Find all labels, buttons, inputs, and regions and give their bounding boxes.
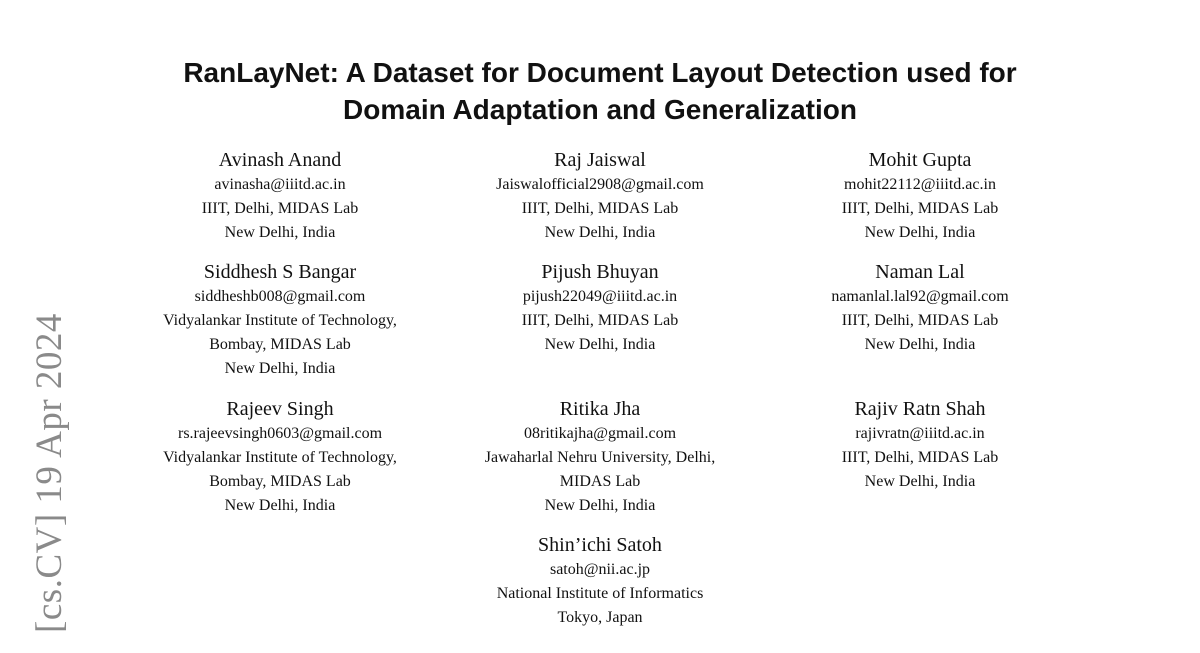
author-location: New Delhi, India: [224, 224, 336, 241]
author-name: Raj Jaiswal: [554, 149, 646, 171]
author-location: New Delhi, India: [544, 497, 656, 514]
author-affiliation: MIDAS Lab: [559, 473, 641, 490]
author-email: avinasha@iiitd.ac.in: [214, 176, 346, 193]
author-email: mohit22112@iiitd.ac.in: [844, 176, 996, 193]
author-email: Jaiswalofficial2908@gmail.com: [496, 176, 704, 193]
author-location: New Delhi, India: [544, 224, 656, 241]
author-email: rajivratn@iiitd.ac.in: [855, 425, 985, 442]
author-affiliation: Bombay, MIDAS Lab: [209, 336, 351, 353]
title-line-2: Domain Adaptation and Generalization: [343, 94, 857, 125]
author-affiliation: National Institute of Informatics: [496, 585, 704, 602]
author-email: satoh@nii.ac.jp: [549, 561, 651, 578]
author-block: [440, 397, 760, 518]
author-name: Mohit Gupta: [868, 149, 972, 171]
author-email: siddheshb008@gmail.com: [194, 288, 366, 305]
author-block: [440, 260, 760, 357]
paper-title: [0, 54, 1200, 128]
author-email: namanlal.lal92@gmail.com: [831, 288, 1009, 305]
author-affiliation: IIIT, Delhi, MIDAS Lab: [841, 449, 999, 466]
author-email: rs.rajeevsingh0603@gmail.com: [177, 425, 383, 442]
author-block: [440, 148, 760, 245]
arxiv-identifier: [cs.CV] 19 Apr 2024: [29, 313, 70, 633]
author-name: Rajiv Ratn Shah: [854, 398, 986, 420]
author-name: Shin’ichi Satoh: [538, 534, 662, 556]
author-name: Rajeev Singh: [226, 398, 334, 420]
author-affiliation: Bombay, MIDAS Lab: [209, 473, 351, 490]
author-affiliation: IIIT, Delhi, MIDAS Lab: [841, 200, 999, 217]
author-affiliation: Vidyalankar Institute of Technology,: [163, 312, 397, 329]
author-name: Pijush Bhuyan: [541, 261, 659, 283]
author-location: New Delhi, India: [864, 224, 976, 241]
author-name: Siddhesh S Bangar: [203, 261, 357, 283]
author-location: New Delhi, India: [224, 360, 336, 377]
author-affiliation: IIIT, Delhi, MIDAS Lab: [841, 312, 999, 329]
author-affiliation: Vidyalankar Institute of Technology,: [163, 449, 397, 466]
author-affiliation: Jawaharlal Nehru University, Delhi,: [484, 449, 716, 466]
author-block: [760, 260, 1080, 357]
author-location: Tokyo, Japan: [557, 609, 643, 626]
author-affiliation: IIIT, Delhi, MIDAS Lab: [201, 200, 359, 217]
author-block: [120, 148, 440, 245]
title-line-1: RanLayNet: A Dataset for Document Layout Detection used for: [183, 57, 1017, 88]
author-name: Ritika Jha: [559, 398, 641, 420]
author-location: New Delhi, India: [544, 336, 656, 353]
author-email: pijush22049@iiitd.ac.in: [522, 288, 678, 305]
author-affiliation: IIIT, Delhi, MIDAS Lab: [521, 312, 679, 329]
author-name: Avinash Anand: [218, 149, 342, 171]
author-block: [120, 397, 440, 518]
author-block: [440, 533, 760, 630]
author-block: [760, 397, 1080, 494]
author-location: New Delhi, India: [224, 497, 336, 514]
author-email: 08ritikajha@gmail.com: [523, 425, 677, 442]
author-location: New Delhi, India: [864, 473, 976, 490]
author-block: [760, 148, 1080, 245]
author-affiliation: IIIT, Delhi, MIDAS Lab: [521, 200, 679, 217]
author-location: New Delhi, India: [864, 336, 976, 353]
author-block: [120, 260, 440, 381]
author-name: Naman Lal: [875, 261, 965, 283]
